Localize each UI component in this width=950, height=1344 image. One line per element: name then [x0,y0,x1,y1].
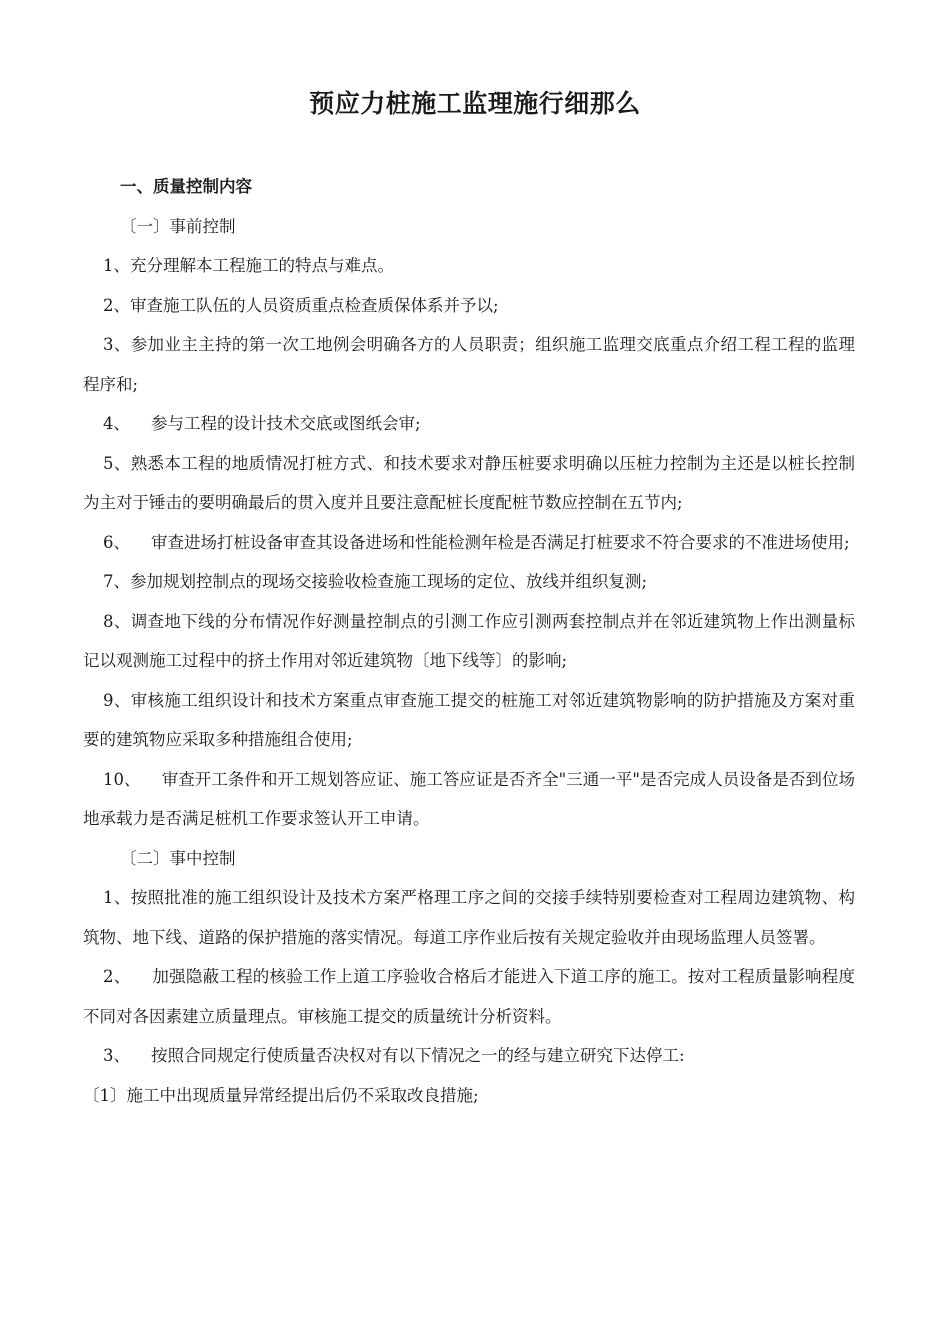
document-body [83,167,855,1115]
mid-control-item-1: 1、按照批准的施工组织设计及技术方案严格理工序之间的交接手续特别要检查对工程周边建筑物、构筑物、地下线、道路的保护措施的落实情况。每道工序作业后按有关规定验收并由现场监理人员签署。 [83,888,855,947]
pre-control-item-1: 1、充分理解本工程施工的特点与难点。 [103,256,394,275]
pre-control-item-2: 2、审查施工队伍的人员资质重点检查质保体系并予以; [103,295,499,315]
mid-control-item-3: 3、 按照合同规定行使质量否决权对有以下情况之一的经与建立研究下达停工: [103,1046,685,1065]
pre-control-item-10: 10、 审查开工条件和开工规划答应证、施工答应证是否齐全"三通一平"是否完成人员设备是否到位场地承载力是否满足桩机工作要求签认开工申请。 [83,769,855,828]
stop-work-condition-1: 〔1〕施工中出现质量异常经提出后仍不采取改良措施; [83,1085,479,1105]
pre-control-item-4: 4、 参与工程的设计技术交底或图纸会审; [103,414,421,433]
pre-control-item-8: 8、调查地下线的分布情况作好测量控制点的引测工作应引测两套控制点并在邻近建筑物上作出测量标记以观测施工过程中的挤土作用对邻近建筑物〔地下线等〕的影响; [83,611,855,670]
pre-control-item-6: 6、 审查进场打桩设备审查其设备进场和性能检测年检是否满足打桩要求不符合要求的不准进场使用; [103,532,850,552]
mid-control-item-2: 2、 加强隐蔽工程的核验工作上道工序验收合格后才能进入下道工序的施工。按对工程质量影响程度不同对各因素建立质量理点。审核施工提交的质量统计分析资料。 [83,967,855,1026]
pre-control-item-5: 5、熟悉本工程的地质情况打桩方式、和技术要求对静压桩要求明确以压桩力控制为主还是以桩长控制为主对于锤击的要明确最后的贯入度并且要注意配桩长度配桩节数应控制在五节内; [83,453,855,512]
pre-control-item-7: 7、参加规划控制点的现场交接验收检查施工现场的定位、放线并组织复测; [103,572,648,591]
subsection-heading-mid-control: 〔二〕事中控制 [120,848,236,868]
subsection-heading-pre-control: 〔一〕事前控制 [120,216,236,236]
document-title: 预应力桩施工监理施行细那么 [309,89,641,118]
section-heading-quality-control: 一、质量控制内容 [120,177,252,196]
pre-control-item-3: 3、参加业主主持的第一次工地例会明确各方的人员职责；组织施工监理交底重点介绍工程工程的监理程序和; [83,335,855,394]
pre-control-item-9: 9、审核施工组织设计和技术方案重点审查施工提交的桩施工对邻近建筑物影响的防护措施及方案对重要的建筑物应采取多种措施组合使用; [83,690,855,749]
